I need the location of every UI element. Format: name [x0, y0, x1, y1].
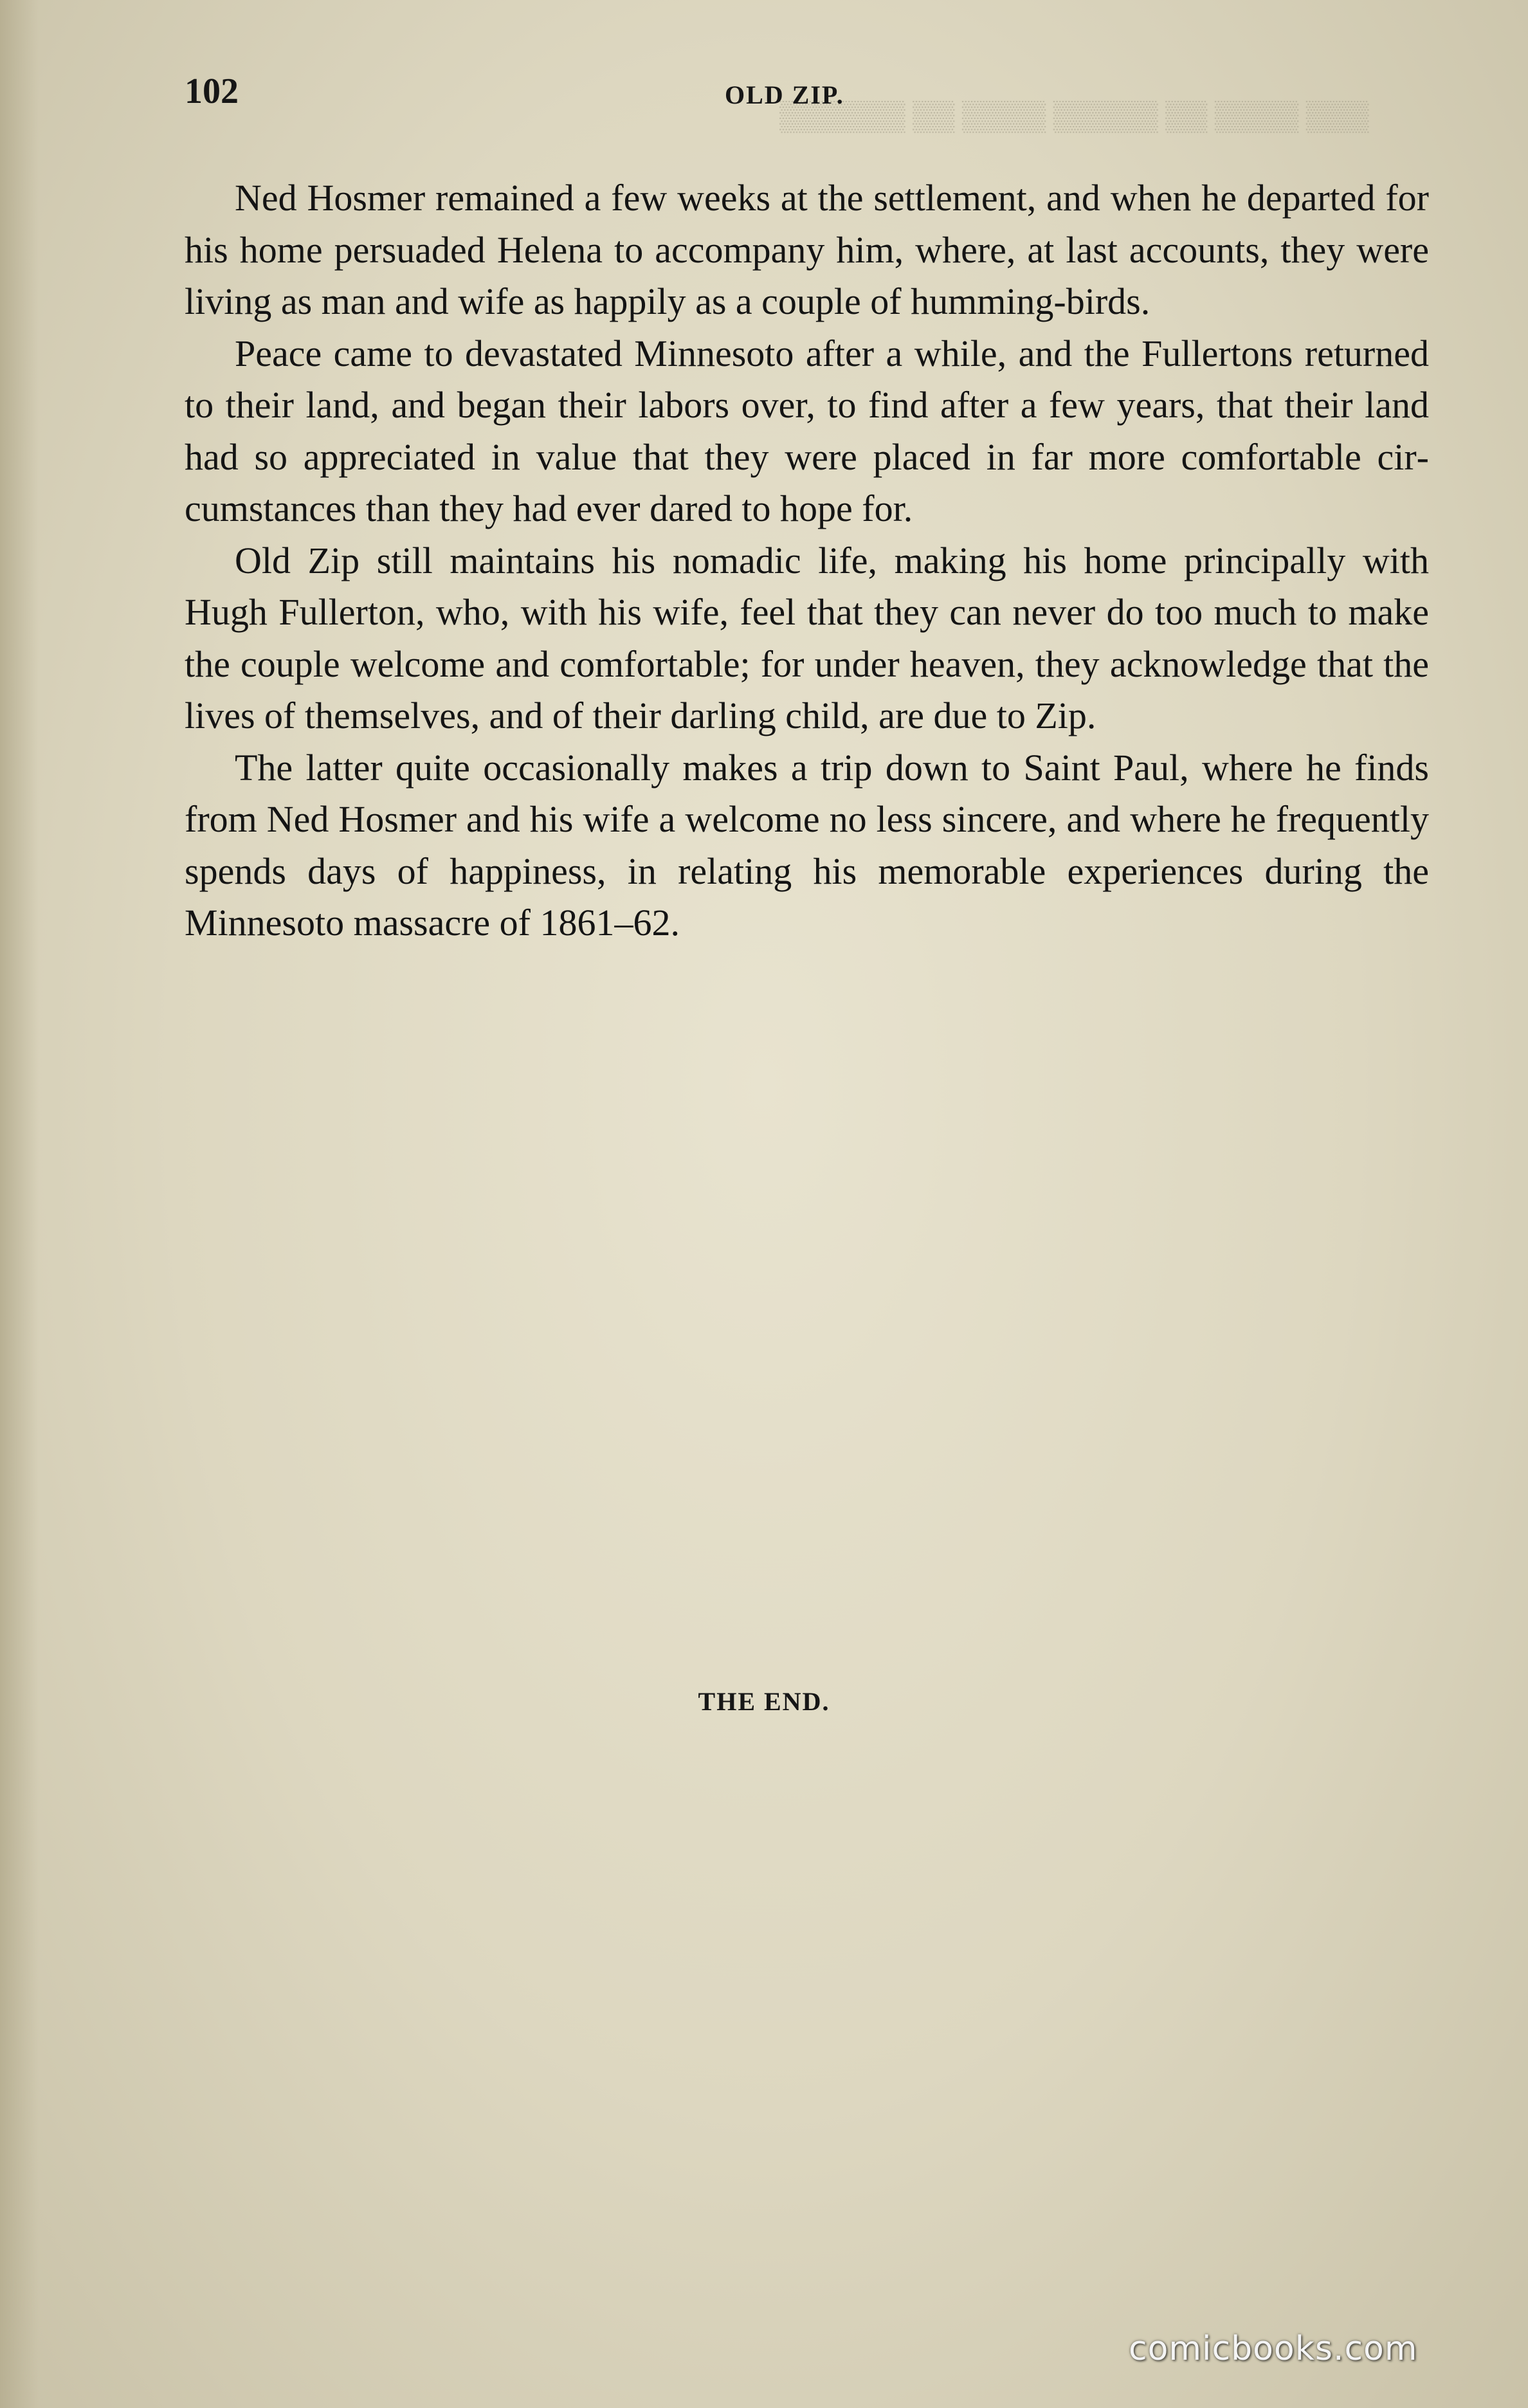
gutter-shadow: [0, 0, 39, 2408]
running-head: OLD ZIP.: [725, 80, 844, 109]
the-end-label: THE END.: [698, 1687, 830, 1716]
show-through-texture-top: ​ ▒▒▒ ▒▒▒▒ ▒▒ ▒▒▒▒▒ ▒▒▒▒ ▒▒ ▒▒▒▒▒▒: [779, 99, 1376, 132]
watermark-logo: comicbooks.com: [1129, 2330, 1418, 2368]
paragraph: Peace came to devastated Minnesoto after a while, and the Fullertons returned to their land, and began their labors over, to find after a few years, that their land had so appreciated in value that they were placed in far more comfortable circumstances than they had ever dared to hope for.: [185, 332, 1429, 529]
paragraph: Ned Hosmer remained a few weeks at the settlement, and when he departed for his home persuaded Helena to accompany him, where, at last accounts, they were living as man and wife as happily as a couple of humming-birds.: [185, 177, 1429, 322]
body-text: [185, 172, 1429, 949]
page-header: [185, 71, 1426, 122]
paragraph: Old Zip still maintains his nomadic life, making his home principally with Hugh Fullerton, who, with his wife, feel that they can never do too much to make the couple welcome and comfortable; for under heaven, they acknowledge that the lives of themselves, and of their darling child, are due to Zip.: [185, 539, 1429, 736]
paragraph: The latter quite occasionally makes a trip down to Saint Paul, where he finds from Ned Hosmer and his wife a welcome no less sincere, and where he frequently spends days of happiness, in relating his memorable experiences during the Minnesoto massacre of 1861–62.: [185, 746, 1429, 944]
page-number: 102: [185, 71, 239, 111]
